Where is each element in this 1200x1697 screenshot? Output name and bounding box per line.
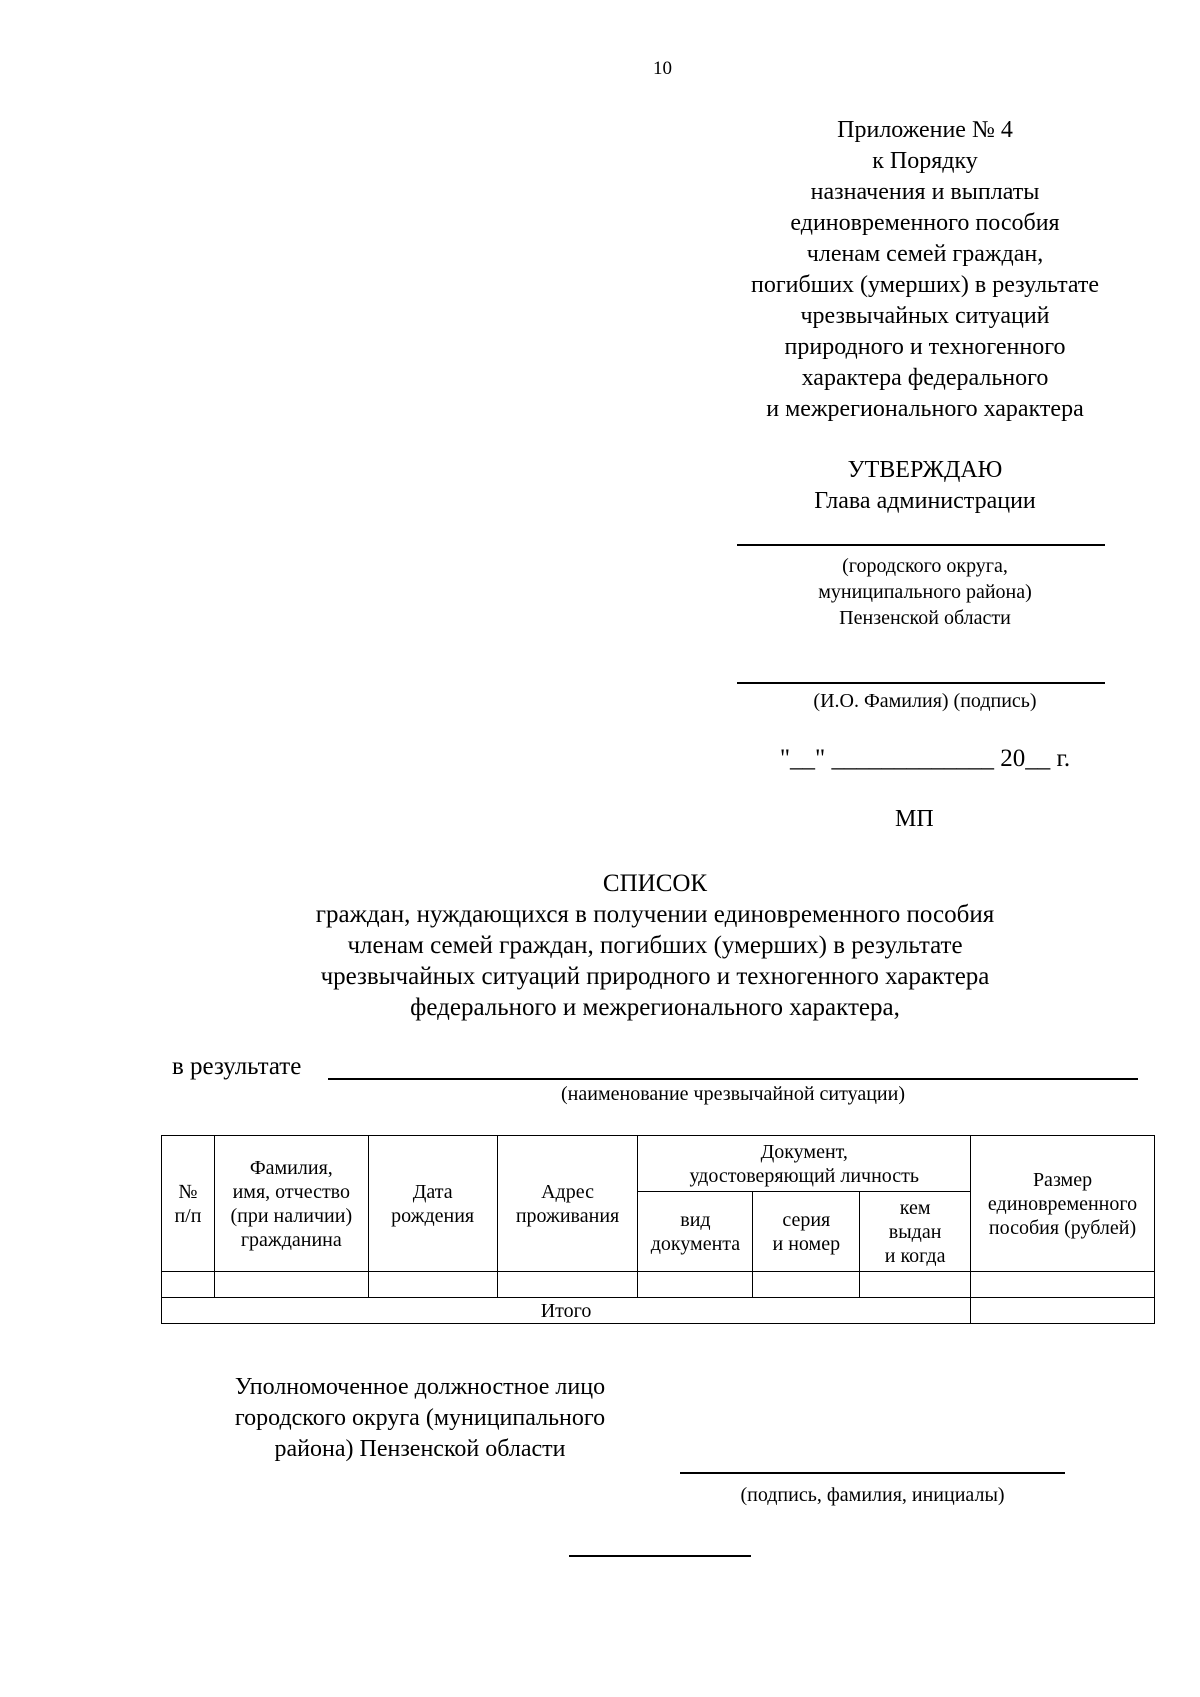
- annex-line: характера федерального: [801, 365, 1049, 391]
- authorized-official: [180, 1372, 660, 1465]
- total-row: [162, 1298, 1155, 1324]
- title-line: федерального и межрегионального характера,: [410, 994, 900, 1021]
- stamp-mark: МП: [895, 806, 934, 832]
- official-signature-line: [680, 1472, 1065, 1474]
- annex-line: чрезвычайных ситуаций: [800, 303, 1050, 329]
- table-cell[interactable]: [753, 1272, 860, 1298]
- annex-line: природного и техногенного: [784, 334, 1066, 360]
- annex-line: членам семей граждан,: [806, 241, 1044, 267]
- page-number: 10: [653, 58, 672, 79]
- header-identity-document: Документ, удостоверяющий личность: [638, 1136, 971, 1192]
- bottom-separator-line: [569, 1555, 751, 1557]
- approval-word: УТВЕРЖДАЮ: [847, 457, 1003, 483]
- document-title: [230, 868, 1080, 1023]
- annex-line: Приложение № 4: [837, 117, 1013, 143]
- annex-block: [690, 115, 1160, 425]
- org-caption: [690, 553, 1160, 631]
- table-cell[interactable]: [368, 1272, 497, 1298]
- official-line: городского округа (муниципального: [234, 1405, 606, 1431]
- title-line: чрезвычайных ситуаций природного и техногенного характера: [320, 963, 990, 990]
- head-signature-line: [737, 682, 1105, 684]
- emergency-name-line: [328, 1078, 1138, 1080]
- org-caption-line: Пензенской области: [839, 607, 1011, 629]
- table-row: [162, 1272, 1155, 1298]
- title-heading: СПИСОК: [602, 870, 708, 897]
- emergency-name-caption: (наименование чрезвычайной ситуации): [561, 1083, 905, 1105]
- head-signature-caption: (И.О. Фамилия) (подпись): [813, 690, 1037, 712]
- header-address: Адрес проживания: [497, 1136, 638, 1272]
- approval-date: "__" _____________ 20__ г.: [779, 745, 1071, 772]
- annex-line: погибших (умерших) в результате: [750, 272, 1100, 298]
- total-label: Итого: [162, 1298, 971, 1324]
- org-caption-line: муниципального района): [818, 581, 1032, 603]
- table-cell[interactable]: [497, 1272, 638, 1298]
- header-number: № п/п: [162, 1136, 215, 1272]
- total-amount-cell[interactable]: [971, 1298, 1155, 1324]
- header-birth-date: Дата рождения: [368, 1136, 497, 1272]
- org-name-line: [737, 544, 1105, 546]
- header-issued-by: кем выдан и когда: [860, 1192, 971, 1272]
- header-full-name: Фамилия, имя, отчество (при наличии) гражданина: [214, 1136, 368, 1272]
- annex-line: и межрегионального характера: [766, 396, 1084, 422]
- title-line: членам семей граждан, погибших (умерших) в результате: [347, 932, 963, 959]
- title-line: граждан, нуждающихся в получении единовременного пособия: [315, 901, 995, 928]
- annex-line: назначения и выплаты: [810, 179, 1040, 205]
- table-cell[interactable]: [162, 1272, 215, 1298]
- official-line: Уполномоченное должностное лицо: [234, 1374, 606, 1400]
- table-cell[interactable]: [860, 1272, 971, 1298]
- official-line: района) Пензенской области: [274, 1436, 566, 1462]
- annex-line: к Порядку: [872, 148, 978, 174]
- header-benefit-amount: Размер единовременного пособия (рублей): [971, 1136, 1155, 1272]
- header-document-type: вид документа: [638, 1192, 753, 1272]
- approval-position: Глава администрации: [814, 488, 1036, 514]
- result-label: в результате: [172, 1053, 302, 1080]
- annex-line: единовременного пособия: [790, 210, 1060, 236]
- table-cell[interactable]: [971, 1272, 1155, 1298]
- table-cell[interactable]: [214, 1272, 368, 1298]
- org-caption-line: (городского округа,: [842, 555, 1008, 577]
- official-signature-caption: (подпись, фамилия, инициалы): [740, 1484, 1005, 1506]
- table-cell[interactable]: [638, 1272, 753, 1298]
- citizens-table: [161, 1135, 1155, 1324]
- header-series-number: серия и номер: [753, 1192, 860, 1272]
- approval-heading: [690, 455, 1160, 517]
